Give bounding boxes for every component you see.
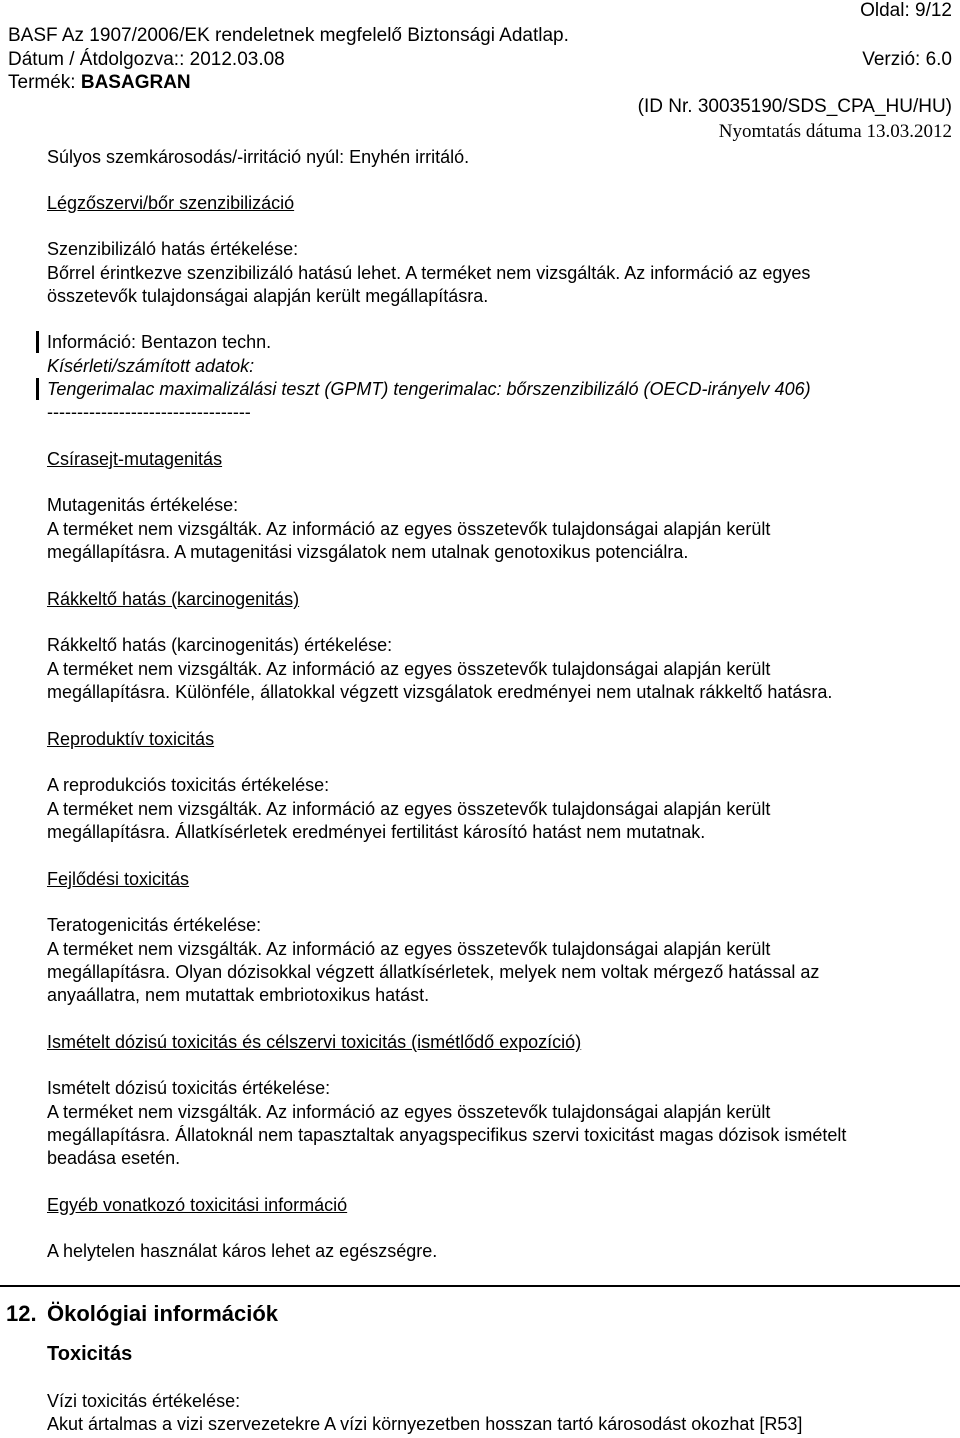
- sensitization-text-line: összetevők tulajdonságai alapján került megállapításra.: [47, 286, 489, 306]
- sensitization-heading: Légzőszervi/bőr szenzibilizáció: [47, 193, 295, 213]
- carcinogenicity-heading: Rákkeltő hatás (karcinogenitás): [47, 589, 300, 609]
- experimental-data-text: Tengerimalac maximalizálási teszt (GPMT) tengerimalac: bőrszenzibilizáló (OECD-irányelv 406): [47, 379, 811, 399]
- other-toxicity-heading: Egyéb vonatkozó toxicitási információ: [47, 1195, 348, 1215]
- carcinogenicity-text-line: megállapításra. Különféle, állatokkal végzett vizsgálatok eredményei nem utalnak rákkeltő hatásra.: [47, 682, 833, 702]
- reproductive-toxicity-text-line: A terméket nem vizsgálták. Az információ az egyes összetevők tulajdonságai alapján került: [47, 799, 771, 819]
- print-date: Nyomtatás dátuma 13.03.2012: [718, 121, 952, 142]
- repeated-dose-text-line: beadása esetén.: [47, 1148, 181, 1168]
- product-label: Termék:: [8, 72, 81, 93]
- sensitization-label: Szenzibilizáló hatás értékelése:: [47, 239, 299, 259]
- repeated-dose-heading: Ismételt dózisú toxicitás és célszervi toxicitás (ismétlődő expozíció): [47, 1032, 582, 1052]
- section-title: Ökológiai információk: [47, 1301, 279, 1326]
- carcinogenicity-label: Rákkeltő hatás (karcinogenitás) értékelése:: [47, 635, 393, 655]
- developmental-toxicity-heading: Fejlődési toxicitás: [47, 869, 190, 889]
- teratogenicity-label: Teratogenicitás értékelése:: [47, 915, 262, 935]
- product-line: [8, 72, 191, 94]
- aquatic-toxicity-text: Akut ártalmas a vizi szervezetekre A vízi környezetben hosszan tartó károsodást okozhat [R53]: [47, 1414, 803, 1434]
- other-toxicity-text: A helytelen használat káros lehet az egészségre.: [47, 1241, 438, 1261]
- experimental-data-label: Kísérleti/számított adatok:: [47, 356, 255, 376]
- product-name: BASAGRAN: [80, 72, 191, 93]
- repeated-dose-text-line: A terméket nem vizsgálták. Az információ az egyes összetevők tulajdonságai alapján került: [47, 1102, 771, 1122]
- change-bar: [36, 378, 39, 400]
- separator-line: ----------------------------------: [47, 402, 251, 422]
- information-line: Információ: Bentazon techn.: [47, 332, 272, 352]
- revision-date: Dátum / Átdolgozva:: 2012.03.08: [8, 49, 285, 70]
- teratogenicity-text-line: A terméket nem vizsgálták. Az információ az egyes összetevők tulajdonságai alapján került: [47, 939, 771, 959]
- version: Verzió: 6.0: [862, 49, 952, 70]
- aquatic-toxicity-label: Vízi toxicitás értékelése:: [47, 1391, 241, 1411]
- reproductive-toxicity-label: A reprodukciós toxicitás értékelése:: [47, 775, 330, 795]
- document-id: (ID Nr. 30035190/SDS_CPA_HU/HU): [637, 96, 952, 117]
- carcinogenicity-text-line: A terméket nem vizsgálták. Az információ az egyes összetevők tulajdonságai alapján került: [47, 659, 771, 679]
- teratogenicity-text-line: megállapításra. Olyan dózisokkal végzett állatkísérletek, melyek nem voltak mérgező hatással az: [47, 962, 820, 982]
- repeated-dose-text-line: megállapításra. Állatoknál nem tapasztaltak anyagspecifikus szervi toxicitást magas dózisok ismételt: [47, 1125, 847, 1145]
- section-number: 12.: [6, 1301, 37, 1326]
- teratogenicity-text-line: anyaállatra, nem mutattak embriotoxikus hatást.: [47, 985, 430, 1005]
- sensitization-text-line: Bőrrel érintkezve szenzibilizáló hatású lehet. A terméket nem vizsgálták. Az információ az egyes: [47, 263, 811, 283]
- repeated-dose-label: Ismételt dózisú toxicitás értékelése:: [47, 1078, 331, 1098]
- toxicity-subheading: Toxicitás: [47, 1343, 133, 1365]
- mutagenicity-label: Mutagenitás értékelése:: [47, 495, 239, 515]
- mutagenicity-heading: Csírasejt-mutagenitás: [47, 449, 223, 469]
- reproductive-toxicity-heading: Reproduktív toxicitás: [47, 729, 215, 749]
- document-title: BASF Az 1907/2006/EK rendeletnek megfelelő Biztonsági Adatlap.: [8, 25, 569, 46]
- reproductive-toxicity-text-line: megállapításra. Állatkísérletek eredményei fertilitást károsító hatást nem mutatnak.: [47, 822, 706, 842]
- eye-irritation-text: Súlyos szemkárosodás/-irritáció nyúl: Enyhén irritáló.: [47, 147, 470, 167]
- section-divider: [0, 1285, 960, 1287]
- mutagenicity-text-line: megállapításra. A mutagenitási vizsgálatok nem utalnak genotoxikus potenciálra.: [47, 542, 689, 562]
- page-number: Oldal: 9/12: [860, 0, 952, 21]
- mutagenicity-text-line: A terméket nem vizsgálták. Az információ az egyes összetevők tulajdonságai alapján került: [47, 519, 771, 539]
- change-bar: [36, 331, 39, 353]
